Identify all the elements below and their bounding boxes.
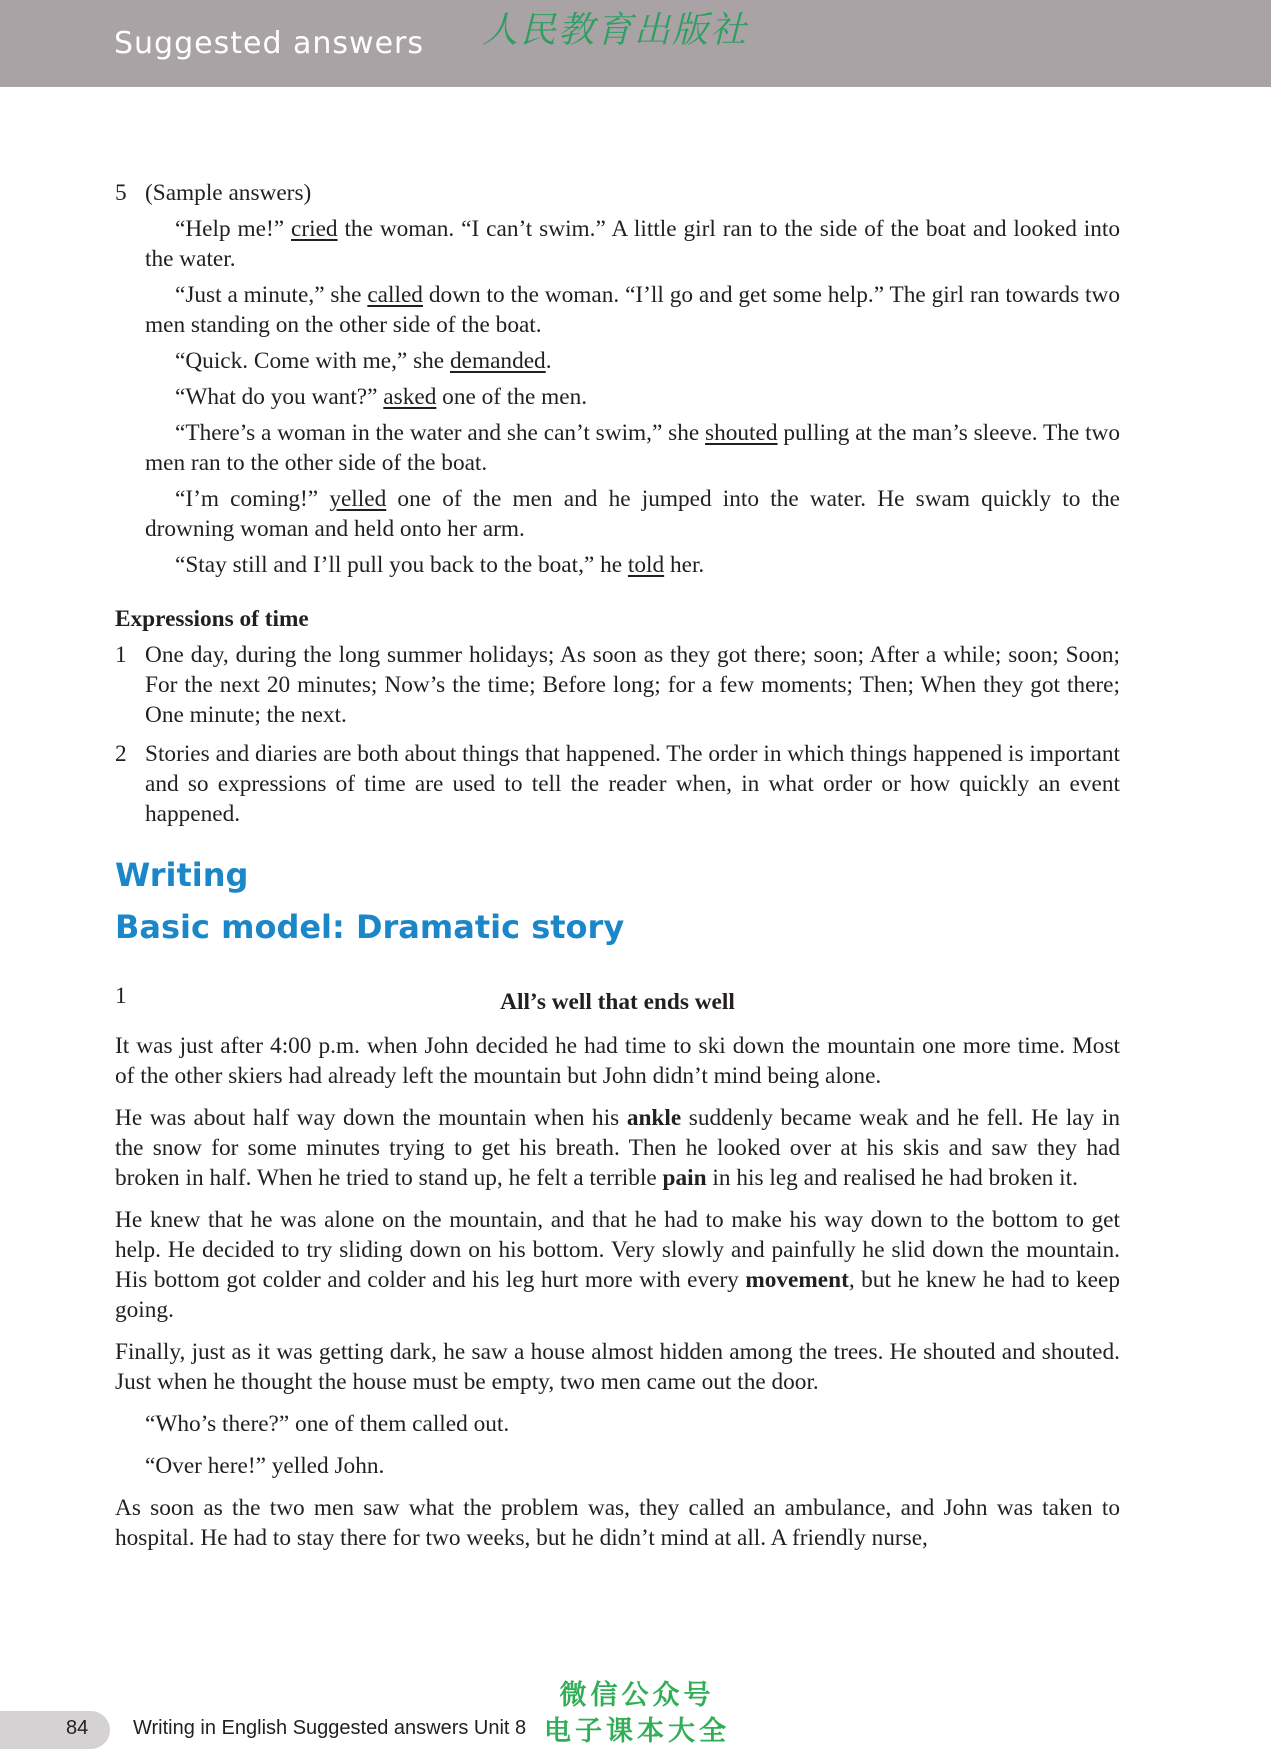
story-header [115, 981, 1120, 1017]
exercise-5-header [115, 178, 1120, 208]
watermark: 微信公众号 电子课本大全 [544, 1680, 730, 1747]
expressions-heading: Expressions of time [115, 606, 309, 632]
writing-heading: Writing [115, 856, 249, 894]
reporting-verb: called [367, 282, 423, 308]
story-paragraph: It was just after 4:00 p.m. when John decided he had time to ski down the mountain one more time. Most of the other skiers had already left the mountain but John didn’t mind being alone. [115, 1033, 1120, 1089]
page-number-tab [0, 1711, 110, 1749]
publisher-logo: 人民教育出版社 [482, 10, 749, 51]
dialogue-line: “Quick. Come with me,” she demanded. [175, 348, 552, 374]
reporting-verb: told [627, 552, 665, 578]
basic-model-heading: Basic model: Dramatic story [115, 908, 625, 946]
reporting-verb: demanded [449, 348, 546, 374]
exercise-label: (Sample answers) [145, 180, 312, 206]
story-paragraph: As soon as the two men saw what the problem was, they called an ambulance, and John was taken to hospital. He had to stay there for two weeks, but he didn’t mind at all. A friendly nurse, [115, 1495, 1120, 1551]
page-header-title: Suggested answers [114, 26, 425, 61]
exercise-number: 5 [115, 180, 127, 206]
dialogue-line: “Stay still and I’ll pull you back to the boat,” he told her. [175, 552, 705, 578]
story-paragraph: He knew that he was alone on the mountain, and that he had to make his way down to the bottom to get help. He decided to try sliding down on his bottom. Very slowly and painfully he slid down the mountain. His bottom got colder and colder and his leg hurt more with every movement, but he knew he had to keep going. [115, 1207, 1120, 1323]
reporting-verb: yelled [329, 486, 387, 512]
reporting-verb: shouted [705, 420, 778, 446]
story-number: 1 [115, 983, 127, 1009]
dialogue-line: “There’s a woman in the water and she can’t swim,” she shouted pulling at the man’s sleeve. The two men ran to the other side of the boat. [145, 420, 1121, 476]
page-number: 84 [66, 1717, 89, 1739]
reporting-verb: cried [291, 216, 338, 242]
page-content [115, 178, 1120, 1565]
dialogue-line: “Just a minute,” she called down to the woman. “I’ll go and get some help.” The girl ran towards two men standing on the other side of the boat. [145, 282, 1121, 338]
story-paragraph: He was about half way down the mountain when his ankle suddenly became weak and he fell. He lay in the snow for some minutes trying to get his breath. Then he looked over at his skis and saw they had broken in half. When he tried to stand up, he felt a terrible pain in his leg and realised he had broken it. [115, 1105, 1120, 1191]
dialogue-line: “Help me!” cried the woman. “I can’t swim.” A little girl ran to the side of the boat and looked into the water. [145, 216, 1120, 272]
reporting-verb: asked [383, 384, 437, 410]
story-paragraph: Finally, just as it was getting dark, he saw a house almost hidden among the trees. He shouted and shouted. Just when he thought the house must be empty, two men came out the door. [115, 1339, 1120, 1395]
dialogue-line: “I’m coming!” yelled one of the men and he jumped into the water. He swam quickly to the drowning woman and held onto her arm. [145, 486, 1120, 542]
story-quote: “Over here!” yelled John. [145, 1453, 385, 1479]
sample-dialogue [115, 214, 1120, 580]
story-body [115, 1031, 1120, 1553]
expressions-item: 2 Stories and diaries are both about things that happened. The order in which things happened is important and so expressions of time are used to tell the reader when, in what order or how quickly an event happened. [115, 741, 1120, 827]
expressions-item: 1 One day, during the long summer holidays; As soon as they got there; soon; After a while; soon; Soon; For the next 20 minutes; Now’s the time; Before long; for a few moments; Then; When they got there; One minute; the next. [115, 642, 1120, 728]
dialogue-line: “What do you want?” asked one of the men. [175, 384, 588, 410]
story-quote: “Who’s there?” one of them called out. [145, 1411, 510, 1437]
footer-text: Writing in English Suggested answers Unit 8 [133, 1717, 527, 1739]
story-title: All’s well that ends well [500, 989, 735, 1015]
